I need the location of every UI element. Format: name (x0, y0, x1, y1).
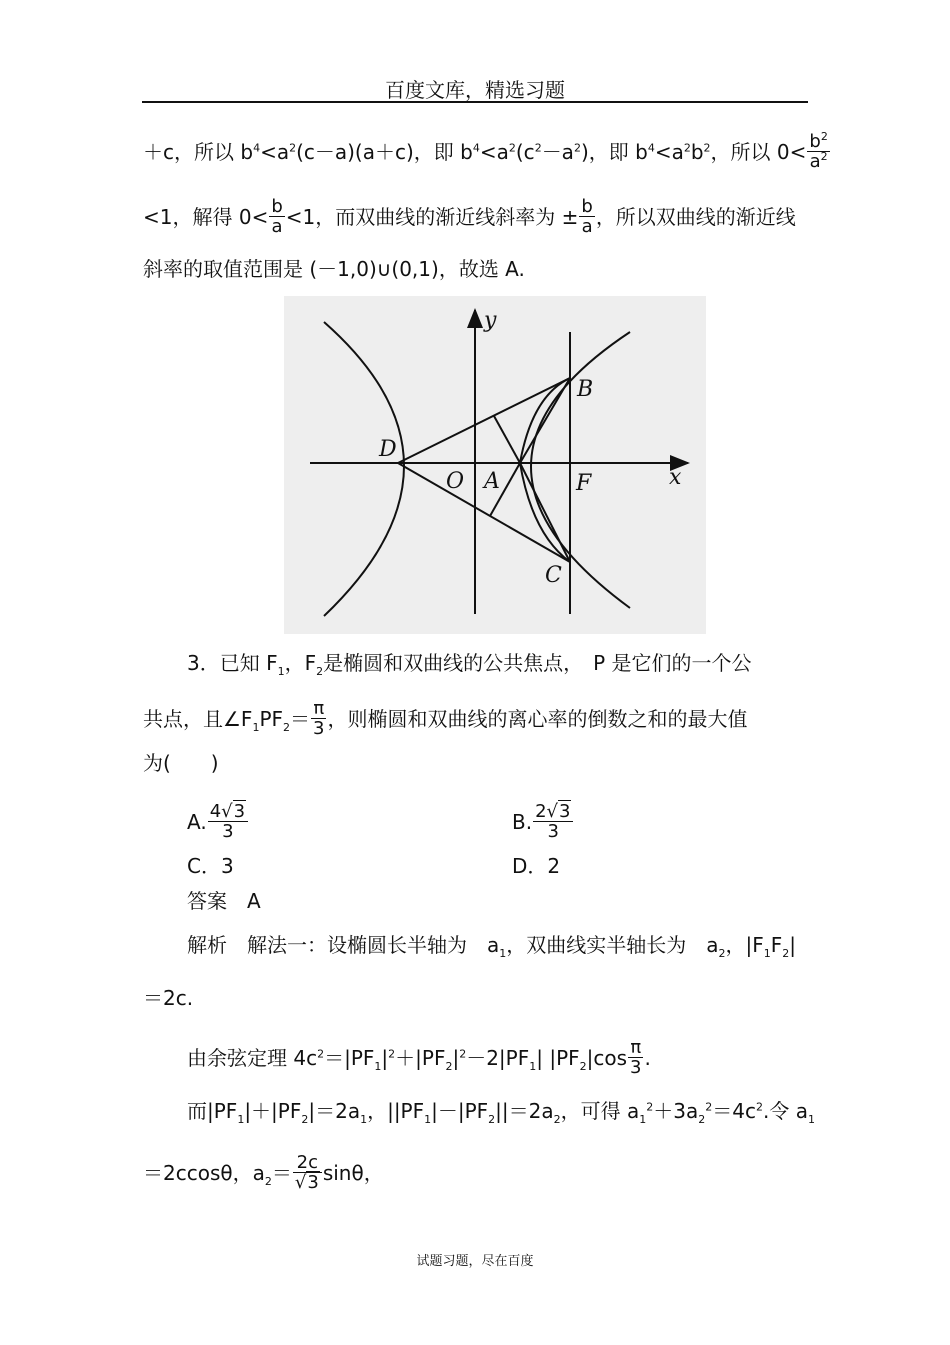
fraction-b-over-a: $\frac{b}{a}$ (271, 196, 283, 237)
fraction-2c-over-root3: $\frac{2c}{√3}$ (293, 1153, 322, 1192)
solution-line-1: ＋c，所以 $b^4<a^2(c-a)(a+c)$，即 $b^4<a^2(c^2-a^2)$，即 $b^4<a^2b^2$，所以 0< $\frac{b^2}{a^2}$ (143, 130, 828, 172)
option-A-fraction: $\frac{4√3}{3}$ (208, 802, 248, 841)
option-A: A. $\frac{4√3}{3}$ (187, 804, 249, 843)
page-footer: 试题习题，尽在百度 (416, 1254, 534, 1269)
fraction-pi-over-3: $\frac{\pi}{3}$ (313, 698, 325, 739)
question-line-3: 为( ) (143, 751, 219, 775)
analysis-line-1: 解析 解法一：设椭圆长半轴为 $a_1$，双曲线实半轴长为 $a_2$，$|F_1F_2|$ (187, 933, 797, 960)
answer-line: 答案 A (187, 889, 261, 913)
fraction-b-over-a-slope: $\frac{b}{a}$ (581, 196, 593, 237)
label-A: A (484, 469, 500, 494)
header-rule (142, 101, 808, 103)
analysis-line-5: ＝2ccosθ，$a_2=$ $\frac{2c}{√3}$ sinθ， (143, 1152, 384, 1193)
label-D: D (379, 437, 397, 462)
fraction-cos-pi-over-3: $\frac{\pi}{3}$ (630, 1037, 642, 1078)
label-O: O (446, 469, 465, 494)
solution-line-3: 斜率的取值范围是 (－1,0)∪(0,1)，故选 A. (143, 257, 525, 281)
label-y: y (484, 308, 497, 333)
analysis-line-4: 而$|PF_1|+|PF_2|=2a_1$，$||PF_1|-|PF_2||=2a_2$，可得 $a_1^2+3a_2^2=4c^2$.令 $a_1$ (187, 1099, 815, 1126)
hyperbola-diagram-svg (284, 296, 706, 634)
label-C: C (545, 563, 562, 588)
analysis-line-2: ＝2c. (143, 986, 194, 1010)
fraction-b2-over-a2: $\frac{b^2}{a^2}$ (809, 130, 828, 172)
label-B: B (577, 377, 594, 402)
option-D: D．2 (512, 854, 561, 878)
hyperbola-left-branch (324, 322, 404, 616)
solution-line-2: <1，解得 0< $\frac{b}{a}$ <1，而双曲线的渐近线斜率为 ± $\frac{b}{a}$ ，所以双曲线的渐近线 (143, 196, 796, 237)
question-line-2: 共点，且$\angle F_1PF_2=$ $\frac{\pi}{3}$ ，则椭圆和双曲线的离心率的倒数之和的最大值 (143, 698, 748, 739)
option-B: B. $\frac{2√3}{3}$ (512, 804, 574, 843)
option-B-fraction: $\frac{2√3}{3}$ (533, 802, 573, 841)
label-x: x (669, 465, 682, 490)
page-header-title: 百度文库，精选习题 (385, 78, 565, 102)
label-F: F (576, 471, 592, 496)
analysis-line-3: 由余弦定理 $4c^2=|PF_1|^2+|PF_2|^2-2|PF_1|$ $|PF_2|\cos$ $\frac{\pi}{3}$ . (187, 1037, 651, 1078)
segment-upper-perp (494, 416, 520, 463)
hyperbola-figure (284, 296, 706, 634)
option-C: C．3 (187, 854, 234, 878)
question-line-1: 3．已知 $F_1$，$F_2$是椭圆和双曲线的公共焦点， P 是它们的一个公 (187, 651, 752, 678)
